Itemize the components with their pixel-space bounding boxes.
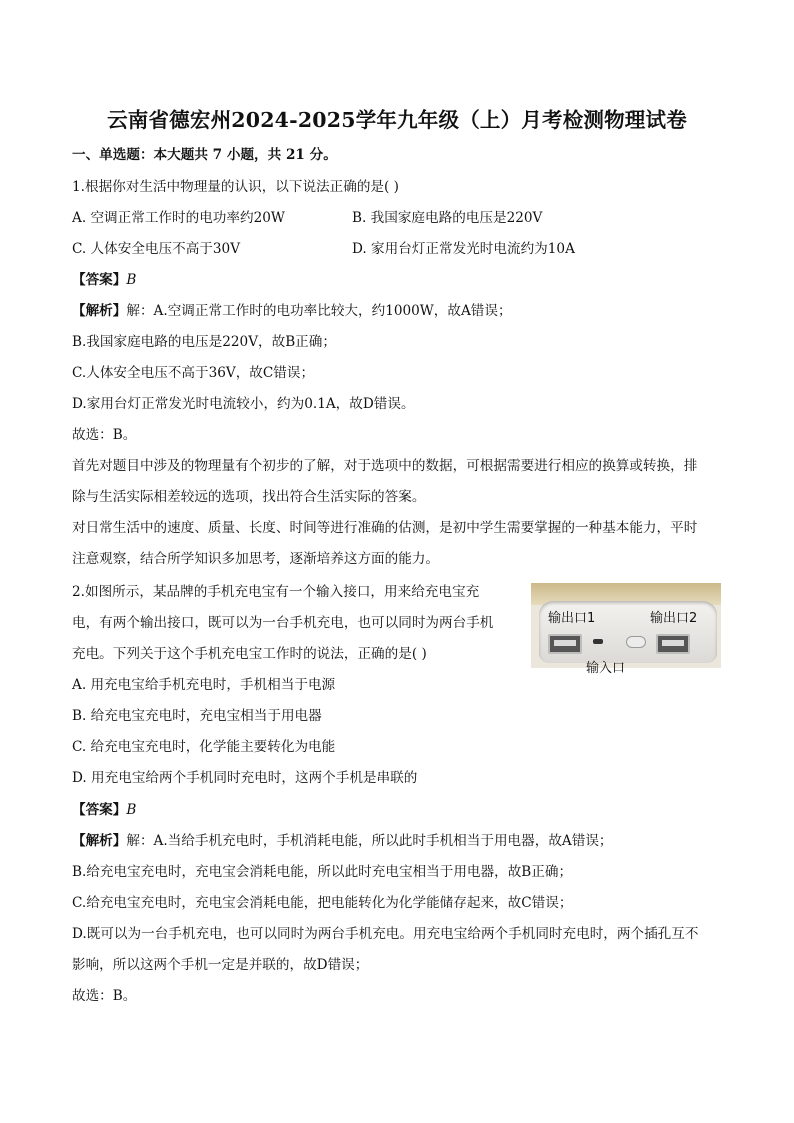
q2-analysis-line: B.给充电宝充电时，充电宝会消耗电能，所以此时充电宝相当于用电器，故B正确； xyxy=(72,864,573,880)
input-port xyxy=(593,639,603,644)
q1-analysis-line: C.人体安全电压不高于36V，故C错误； xyxy=(72,365,315,381)
q1-analysis-line: B.我国家庭电路的电压是220V，故B正确； xyxy=(72,334,336,350)
q2-analysis-line xyxy=(72,832,613,850)
q1-analysis-line: D.家用台灯正常发光时电流较小，约为0.1A，故D错误。 xyxy=(72,396,415,412)
question-2-stem: 充电。下列关于这个手机充电宝工作时的说法，正确的是( ) xyxy=(72,646,427,662)
q1-option-d: D. 家用台灯正常发光时电流约为10A xyxy=(352,241,575,257)
analysis-tag: 【解析】 xyxy=(72,303,127,319)
power-button xyxy=(626,636,646,648)
label-output-2: 输出口2 xyxy=(650,611,698,626)
q2-analysis-line: 影响，所以这两个手机一定是并联的，故D错误； xyxy=(72,957,369,973)
answer-value: B xyxy=(126,802,137,818)
section-heading: 一、单选题：本大题共 7 小题，共 21 分。 xyxy=(72,147,337,163)
analysis-tag: 【解析】 xyxy=(72,833,127,849)
answer-tag: 【答案】 xyxy=(72,802,127,818)
q1-option-b: B. 我国家庭电路的电压是220V xyxy=(352,210,543,226)
question-2-stem: 2.如图所示，某品牌的手机充电宝有一个输入接口，用来给充电宝充 xyxy=(72,584,480,600)
q1-option-c: C. 人体安全电压不高于30V xyxy=(72,241,241,257)
question-1-stem: 1.根据你对生活中物理量的认识，以下说法正确的是( ) xyxy=(72,179,399,195)
q2-analysis-line: C.给充电宝充电时，充电宝会消耗电能，把电能转化为化学能储存起来，故C错误； xyxy=(72,895,573,911)
q1-option-a: A. 空调正常工作时的电功率约20W xyxy=(72,210,285,226)
analysis-text: 解：A.空调正常工作时的电功率比较大，约1000W，故A错误； xyxy=(126,303,512,319)
q2-option-a: A. 用充电宝给手机充电时，手机相当于电源 xyxy=(72,677,336,693)
answer-value: B xyxy=(126,272,137,288)
q1-commentary: 除与生活实际相差较远的选项，找出符合生活实际的答案。 xyxy=(72,489,426,505)
q2-option-d: D. 用充电宝给两个手机同时充电时，这两个手机是串联的 xyxy=(72,770,418,786)
q1-answer xyxy=(72,271,136,289)
output-port-2 xyxy=(656,634,690,654)
page-title: 云南省德宏州2024-2025学年九年级（上）月考检测物理试卷 xyxy=(107,108,687,132)
q1-analysis-line xyxy=(72,302,512,320)
answer-tag: 【答案】 xyxy=(72,272,127,288)
q1-conclusion: 故选：B。 xyxy=(72,427,137,443)
label-output-1: 输出口1 xyxy=(548,611,596,626)
q2-option-c: C. 给充电宝充电时，化学能主要转化为电能 xyxy=(72,739,336,755)
q2-option-b: B. 给充电宝充电时，充电宝相当于用电器 xyxy=(72,708,322,724)
q1-commentary: 首先对题目中涉及的物理量有个初步的了解，对于选项中的数据，可根据需要进行相应的换算或转换，排 xyxy=(72,458,698,474)
q2-conclusion: 故选：B。 xyxy=(72,988,137,1004)
q1-commentary: 对日常生活中的速度、质量、长度、时间等进行准确的估测，是初中学生需要掌握的一种基本能力，平时 xyxy=(72,520,698,536)
output-port-1 xyxy=(548,634,582,654)
label-input: 输入口 xyxy=(586,661,626,676)
analysis-text: 解：A.当给手机充电时，手机消耗电能，所以此时手机相当于用电器，故A错误； xyxy=(126,833,613,849)
q2-analysis-line: D.既可以为一台手机充电，也可以同时为两台手机充电。用充电宝给两个手机同时充电时，两个插孔互不 xyxy=(72,926,699,942)
question-2-stem: 电，有两个输出接口，既可以为一台手机充电，也可以同时为两台手机 xyxy=(72,615,494,631)
q1-commentary: 注意观察，结合所学知识多加思考，逐渐培养这方面的能力。 xyxy=(72,551,440,567)
q2-answer xyxy=(72,801,136,819)
